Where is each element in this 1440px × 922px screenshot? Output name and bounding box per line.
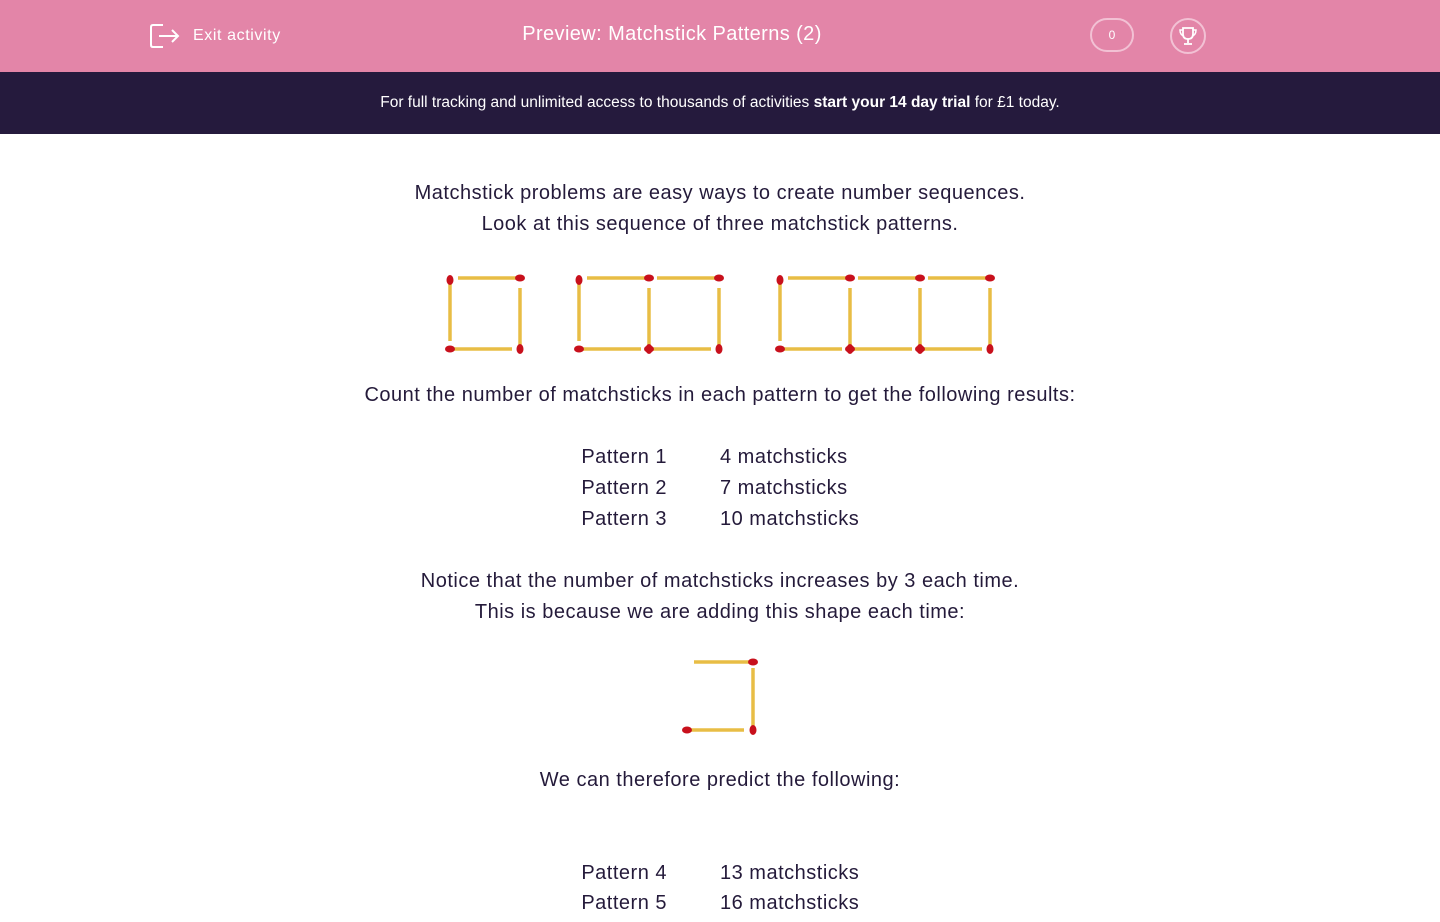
matchstick bbox=[646, 288, 653, 354]
result-row bbox=[0, 477, 1440, 507]
result-count: 7 matchsticks bbox=[720, 477, 848, 499]
result-pattern: Pattern 1 bbox=[581, 446, 667, 468]
result-pattern: Pattern 2 bbox=[581, 477, 667, 499]
matchstick bbox=[657, 275, 724, 282]
top-bar bbox=[0, 0, 1440, 72]
banner-text-end: for £1 today. bbox=[970, 94, 1060, 111]
predict-instruction: We can therefore predict the following: bbox=[539, 769, 901, 791]
result-row bbox=[0, 508, 1440, 538]
matchstick bbox=[858, 275, 925, 282]
trial-banner bbox=[0, 72, 1440, 134]
intro-line-2: Look at this sequence of three matchstick patterns. bbox=[481, 213, 959, 235]
matchstick bbox=[694, 659, 758, 666]
matchstick bbox=[777, 275, 784, 341]
result-count: 4 matchsticks bbox=[720, 446, 848, 468]
notice-line-1: Notice that the number of matchsticks increases by 3 each time. bbox=[420, 570, 1020, 592]
matchstick bbox=[445, 346, 512, 353]
prediction-pattern: Pattern 4 bbox=[581, 862, 667, 884]
matchstick bbox=[775, 346, 842, 353]
matchstick bbox=[788, 275, 855, 282]
result-pattern: Pattern 3 bbox=[581, 508, 667, 530]
added-shape-image bbox=[680, 654, 764, 738]
matchstick bbox=[682, 727, 744, 734]
count-instruction: Count the number of matchsticks in each pattern to get the following results: bbox=[364, 384, 1076, 406]
matchstick bbox=[847, 288, 854, 354]
matchstick bbox=[447, 275, 454, 341]
prediction-pattern: Pattern 5 bbox=[581, 892, 667, 914]
exit-activity-label: Exit activity bbox=[193, 27, 281, 44]
matchstick bbox=[915, 346, 982, 353]
trial-link[interactable]: start your 14 day trial bbox=[813, 94, 971, 111]
page-title: Preview: Matchstick Patterns (2) bbox=[522, 23, 822, 45]
matchstick bbox=[750, 668, 757, 735]
matchstick bbox=[928, 275, 995, 282]
matchstick bbox=[987, 288, 994, 354]
intro-line-1: Matchstick problems are easy ways to create number sequences. bbox=[414, 182, 1026, 204]
trophy-icon bbox=[1177, 25, 1199, 47]
matchstick bbox=[716, 288, 723, 354]
matchstick bbox=[574, 346, 641, 353]
prediction-count: 13 matchsticks bbox=[720, 862, 860, 884]
matchstick bbox=[517, 288, 524, 354]
prediction-row bbox=[0, 892, 1440, 922]
prediction-count: 16 matchsticks bbox=[720, 892, 860, 914]
matchstick bbox=[576, 275, 583, 341]
matchstick bbox=[917, 288, 924, 354]
matchstick bbox=[458, 275, 525, 282]
result-row bbox=[0, 446, 1440, 476]
score-badge: 0 bbox=[1090, 18, 1134, 52]
matchstick bbox=[845, 346, 912, 353]
banner-text: For full tracking and unlimited access to thousands of activities bbox=[380, 94, 814, 111]
matchstick bbox=[644, 346, 711, 353]
notice-line-2: This is because we are adding this shape each time: bbox=[474, 601, 966, 623]
matchstick bbox=[587, 275, 654, 282]
trophy-button[interactable] bbox=[1170, 18, 1206, 54]
matchstick-patterns-image bbox=[440, 264, 1000, 354]
result-count: 10 matchsticks bbox=[720, 508, 860, 530]
question-content bbox=[0, 134, 1440, 914]
prediction-row bbox=[0, 862, 1440, 892]
